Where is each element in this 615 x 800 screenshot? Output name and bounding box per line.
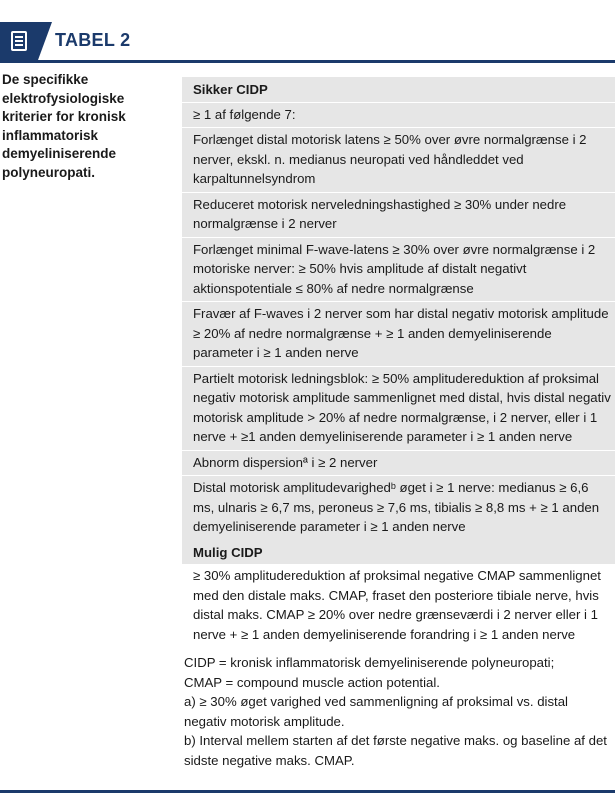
document-list-icon — [11, 31, 27, 51]
footnote: b) Interval mellem starten af det første negative maks. og baseline af det sidste negative maks. CMAP. — [184, 733, 607, 768]
criteria-row: ≥ 1 af følgende 7: — [182, 102, 615, 128]
footnote: CMAP = compound muscle action potential. — [184, 674, 440, 690]
criteria-row: ≥ 30% amplitudereduktion af proksimal negative CMAP sammenlignet med den distale maks. CMAP, fraset den posteriore tibiale nerve, hvis distal maks. CMAP ≥ 20% over nedre grænseværdi i 2 nerver eller i 1 nerve + ≥ 1 anden demyeliniserende forandring i ≥ 1 anden nerve — [193, 568, 601, 642]
criteria-row: Forlænget minimal F-wave-latens ≥ 30% over øvre normalgrænse i 2 motoriske nerver: ≥ 50% hvis amplitude af distalt negativt aktionspotentiale ≤ 80% af nedre normalgrænse — [182, 237, 615, 302]
footnotes — [182, 647, 615, 770]
table-badge — [0, 22, 38, 60]
criteria-row: Distal motorisk amplitudevarighedᵇ øget i ≥ 1 nerve: medianus ≥ 6,6 ms, ulnaris ≥ 6,7 ms, peroneus ≥ 7,6 ms, tibialis ≥ 8,8 ms + ≥ 1 anden demyeliniserende parameter i ≥ 1 anden nerve — [182, 475, 615, 540]
table-caption: De specifikke elektrofysiologiske kriterier for kronisk inflammatorisk demyeliniserende polyneuropati. — [2, 72, 126, 180]
sikker-cidp-title: Sikker CIDP — [193, 82, 268, 97]
footnote: a) ≥ 30% øget varighed ved sammenligning af proksimal vs. distal negativ motorisk amplitude. — [184, 694, 568, 729]
bottom-rule — [0, 790, 615, 793]
criteria-table — [182, 77, 615, 770]
criteria-row: Forlænget distal motorisk latens ≥ 50% over øvre normalgrænse i 2 nerver, ekskl. n. medianus neuropati ved håndleddet ved karpaltunnelsyndrom — [182, 127, 615, 192]
footnote: CIDP = kronisk inflammatorisk demyeliniserende polyneuropati; — [184, 655, 555, 670]
criteria-row: Abnorm dispersionª i ≥ 2 nerver — [182, 450, 615, 476]
sikker-cidp-section — [182, 77, 615, 540]
table-header — [0, 22, 615, 63]
criteria-row: Partielt motorisk ledningsblok: ≥ 50% amplitudereduktion af proksimal negativ motorisk amplitude sammenlignet med distal, hvis distal negativ motorisk amplitude > 20% af nedre normalgrænse, i 2 nerver, eller i 1 nerve + ≥1 anden demyeliniserende parameter i ≥ 1 anden nerve — [182, 366, 615, 450]
mulig-cidp-section — [182, 540, 615, 648]
criteria-row: Fravær af F-waves i 2 nerver som har distal negativ motorisk amplitude ≥ 20% af nedre normalgrænse + ≥ 1 anden demyeliniserende parameter i ≥ 1 anden nerve — [182, 301, 615, 366]
mulig-cidp-title: Mulig CIDP — [182, 540, 615, 565]
table-title: TABEL 2 — [55, 30, 131, 50]
criteria-row: Reduceret motorisk nerveledningshastighed ≥ 30% under nedre normalgrænse i 2 nerver — [182, 192, 615, 237]
